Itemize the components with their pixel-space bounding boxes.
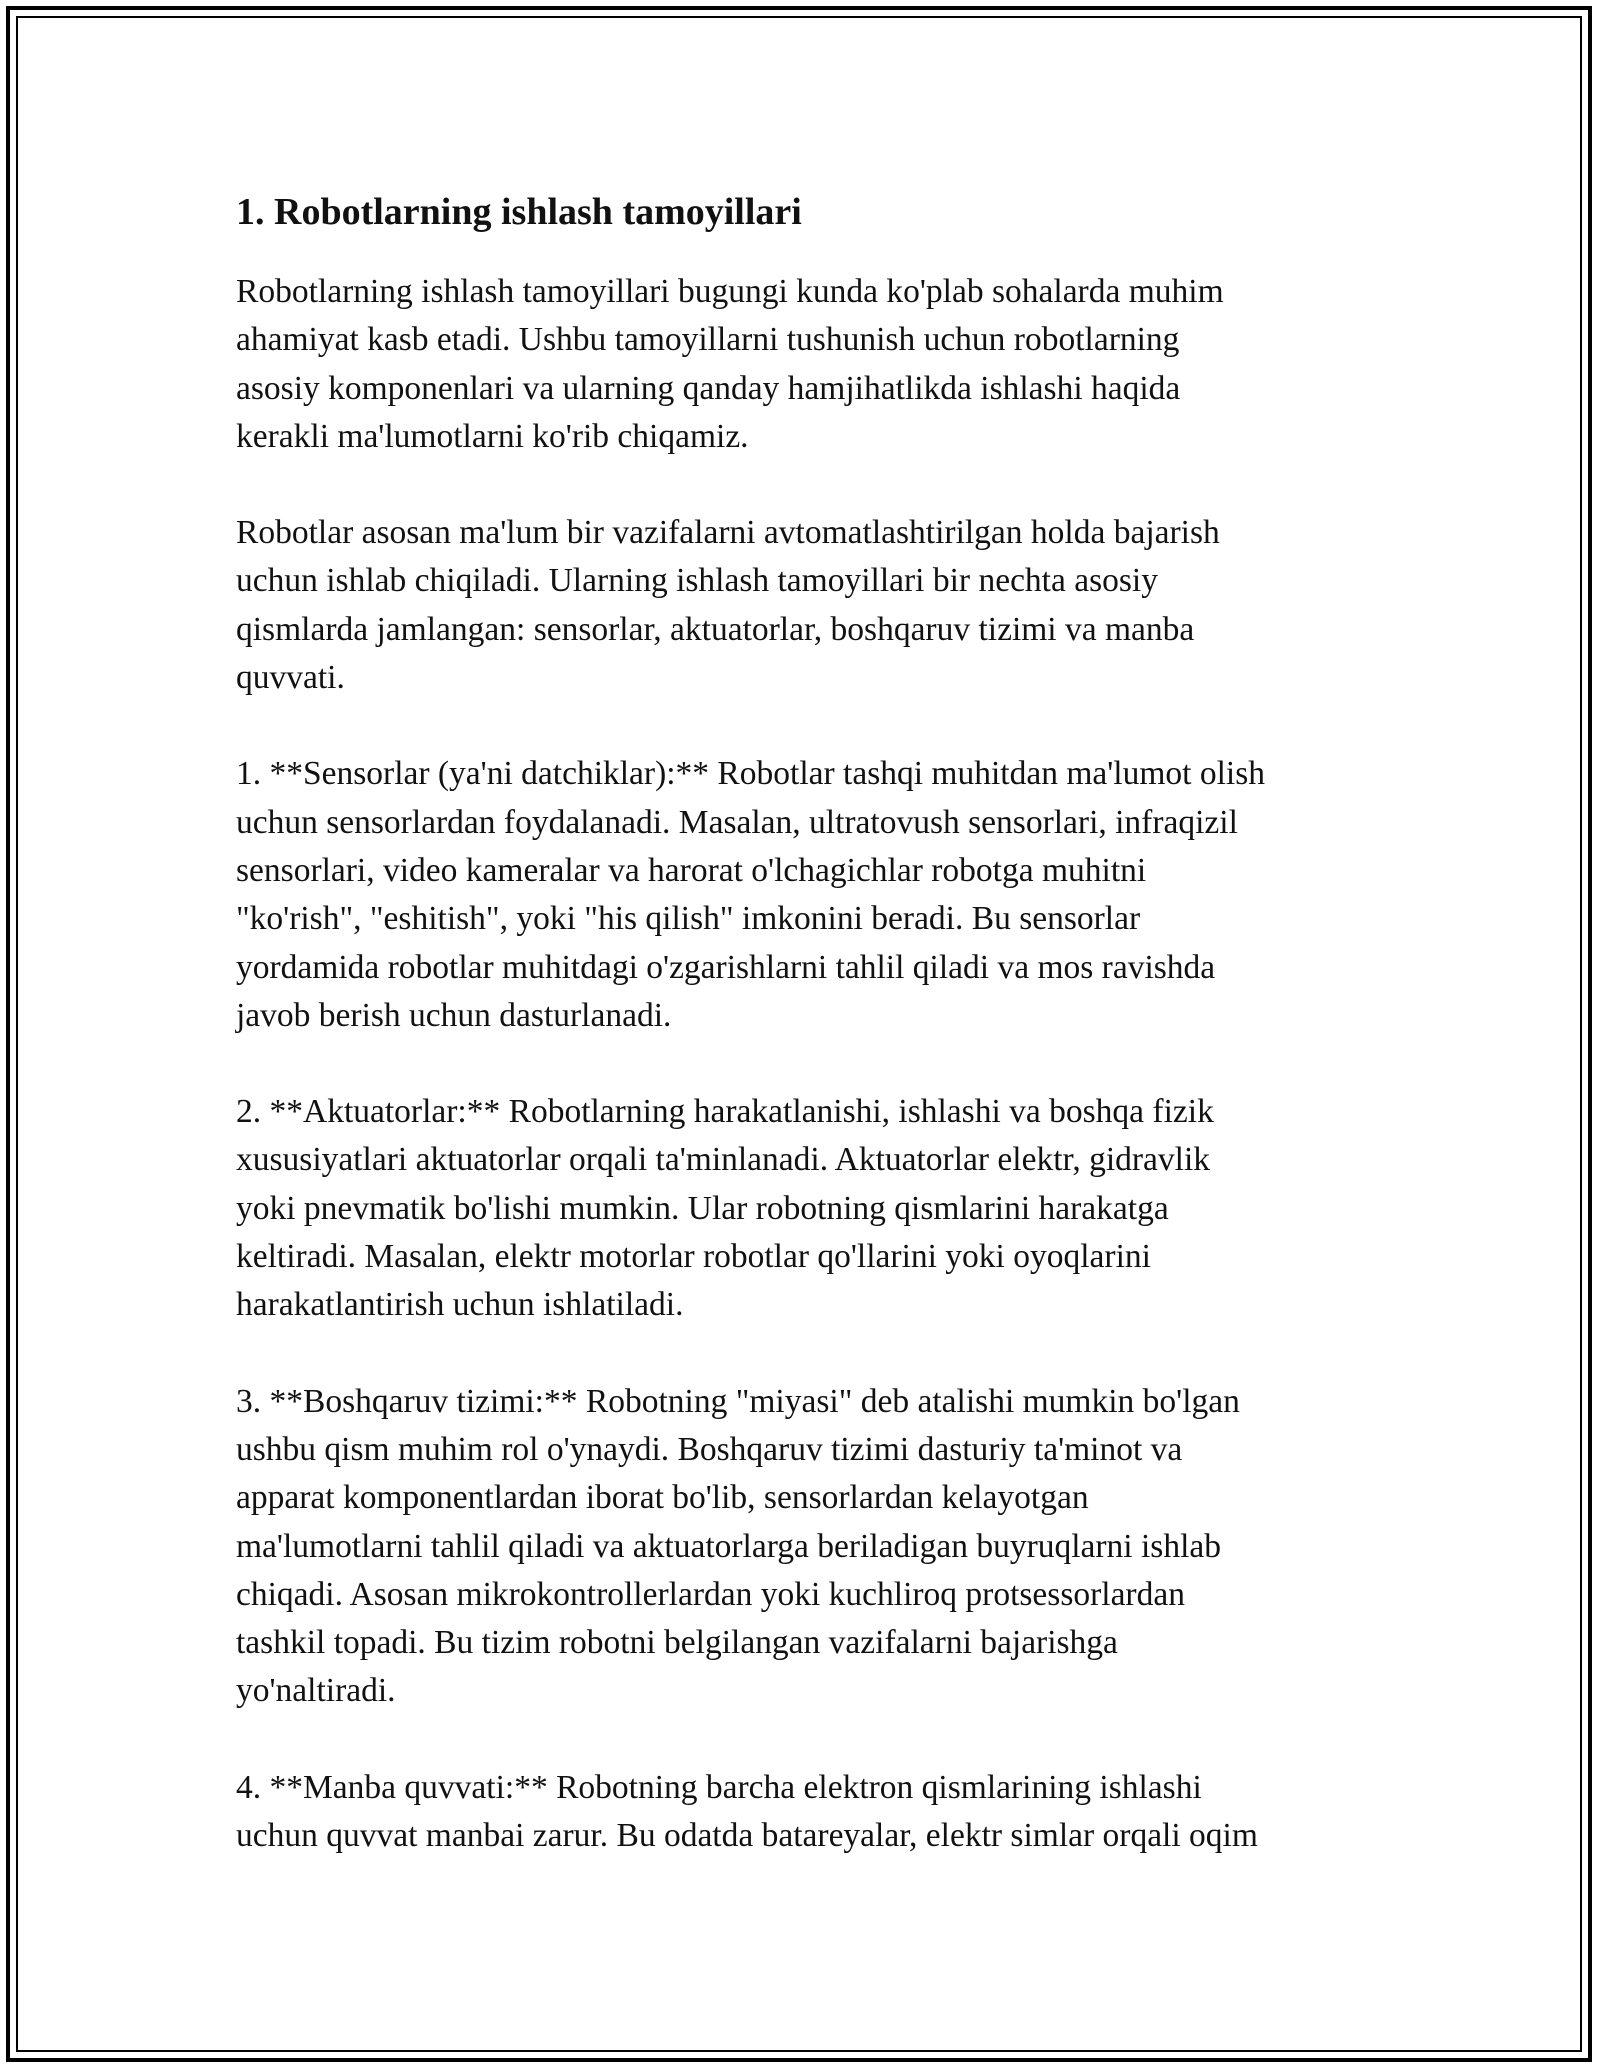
- text-line: "ko'rish", "eshitish", yoki "his qilish" imkonini beradi. Bu sensorlar: [236, 900, 1141, 938]
- text-line: sensorlari, video kameralar va harorat o'lchagichlar robotga muhitni: [236, 851, 1147, 889]
- text-line: harakatlantirish uchun ishlatiladi.: [236, 1286, 684, 1324]
- text-line: xususiyatlari aktuatorlar orqali ta'minlanadi. Aktuatorlar elektr, gidravlik: [236, 1141, 1211, 1179]
- text-line: quvvati.: [236, 659, 345, 697]
- text-line: 2. **Aktuatorlar:** Robotlarning harakatlanishi, ishlashi va boshqa fizik: [236, 1093, 1214, 1131]
- text-line: kerakli ma'lumotlarni ko'rib chiqamiz.: [236, 417, 749, 455]
- text-line: uchun ishlab chiqiladi. Ularning ishlash tamoyillari bir nechta asosiy: [236, 562, 1158, 600]
- text-line: yoki pnevmatik bo'lishi mumkin. Ular robotning qismlarini harakatga: [236, 1189, 1169, 1227]
- text-line: ahamiyat kasb etadi. Ushbu tamoyillarni tushunish uchun robotlarning: [236, 321, 1180, 359]
- text-line: uchun quvvat manbai zarur. Bu odatda batareyalar, elektr simlar orqali oqim: [236, 1817, 1258, 1855]
- text-line: javob berish uchun dasturlanadi.: [236, 996, 672, 1034]
- text-line: qismlarda jamlangan: sensorlar, aktuatorlar, boshqaruv tizimi va manba: [236, 610, 1195, 648]
- control-system-paragraph: [236, 1378, 1386, 1716]
- text-line: ma'lumotlarni tahlil qiladi va aktuatorlarga beriladigan buyruqlarni ishlab: [236, 1527, 1222, 1565]
- text-line: Robotlar asosan ma'lum bir vazifalarni avtomatlashtirilgan holda bajarish: [236, 514, 1220, 552]
- section-heading: 1. Robotlarning ishlash tamoyillari: [236, 191, 802, 233]
- text-line: 4. **Manba quvvati:** Robotning barcha elektron qismlarining ishlashi: [236, 1768, 1202, 1806]
- intro-paragraph: [236, 268, 1386, 461]
- sensors-paragraph: [236, 750, 1386, 1040]
- text-line: yordamida robotlar muhitdagi o'zgarishlarni tahlil qiladi va mos ravishda: [236, 948, 1216, 986]
- actuators-paragraph: [236, 1088, 1386, 1329]
- text-line: apparat komponentlardan iborat bo'lib, sensorlardan kelayotgan: [236, 1479, 1089, 1517]
- text-line: 1. **Sensorlar (ya'ni datchiklar):** Robotlar tashqi muhitdan ma'lumot olish: [236, 755, 1265, 793]
- text-line: chiqadi. Asosan mikrokontrollerlardan yoki kuchliroq protsessorlardan: [236, 1575, 1185, 1613]
- text-line: yo'naltiradi.: [236, 1672, 396, 1710]
- overview-paragraph: [236, 509, 1386, 702]
- document-body: [236, 186, 1386, 1908]
- power-source-paragraph: [236, 1764, 1386, 1861]
- text-line: 3. **Boshqaruv tizimi:** Robotning "miyasi" deb atalishi mumkin bo'lgan: [236, 1382, 1240, 1420]
- text-line: asosiy komponenlari va ularning qanday hamjihatlikda ishlashi haqida: [236, 369, 1181, 407]
- text-line: keltiradi. Masalan, elektr motorlar robotlar qo'llarini yoki oyoqlarini: [236, 1238, 1151, 1276]
- text-line: tashkil topadi. Bu tizim robotni belgilangan vazifalarni bajarishga: [236, 1624, 1118, 1662]
- text-line: Robotlarning ishlash tamoyillari bugungi kunda ko'plab sohalarda muhim: [236, 273, 1224, 310]
- text-line: ushbu qism muhim rol o'ynaydi. Boshqaruv tizimi dasturiy ta'minot va: [236, 1430, 1183, 1468]
- text-line: uchun sensorlardan foydalanadi. Masalan, ultratovush sensorlari, infraqizil: [236, 803, 1238, 841]
